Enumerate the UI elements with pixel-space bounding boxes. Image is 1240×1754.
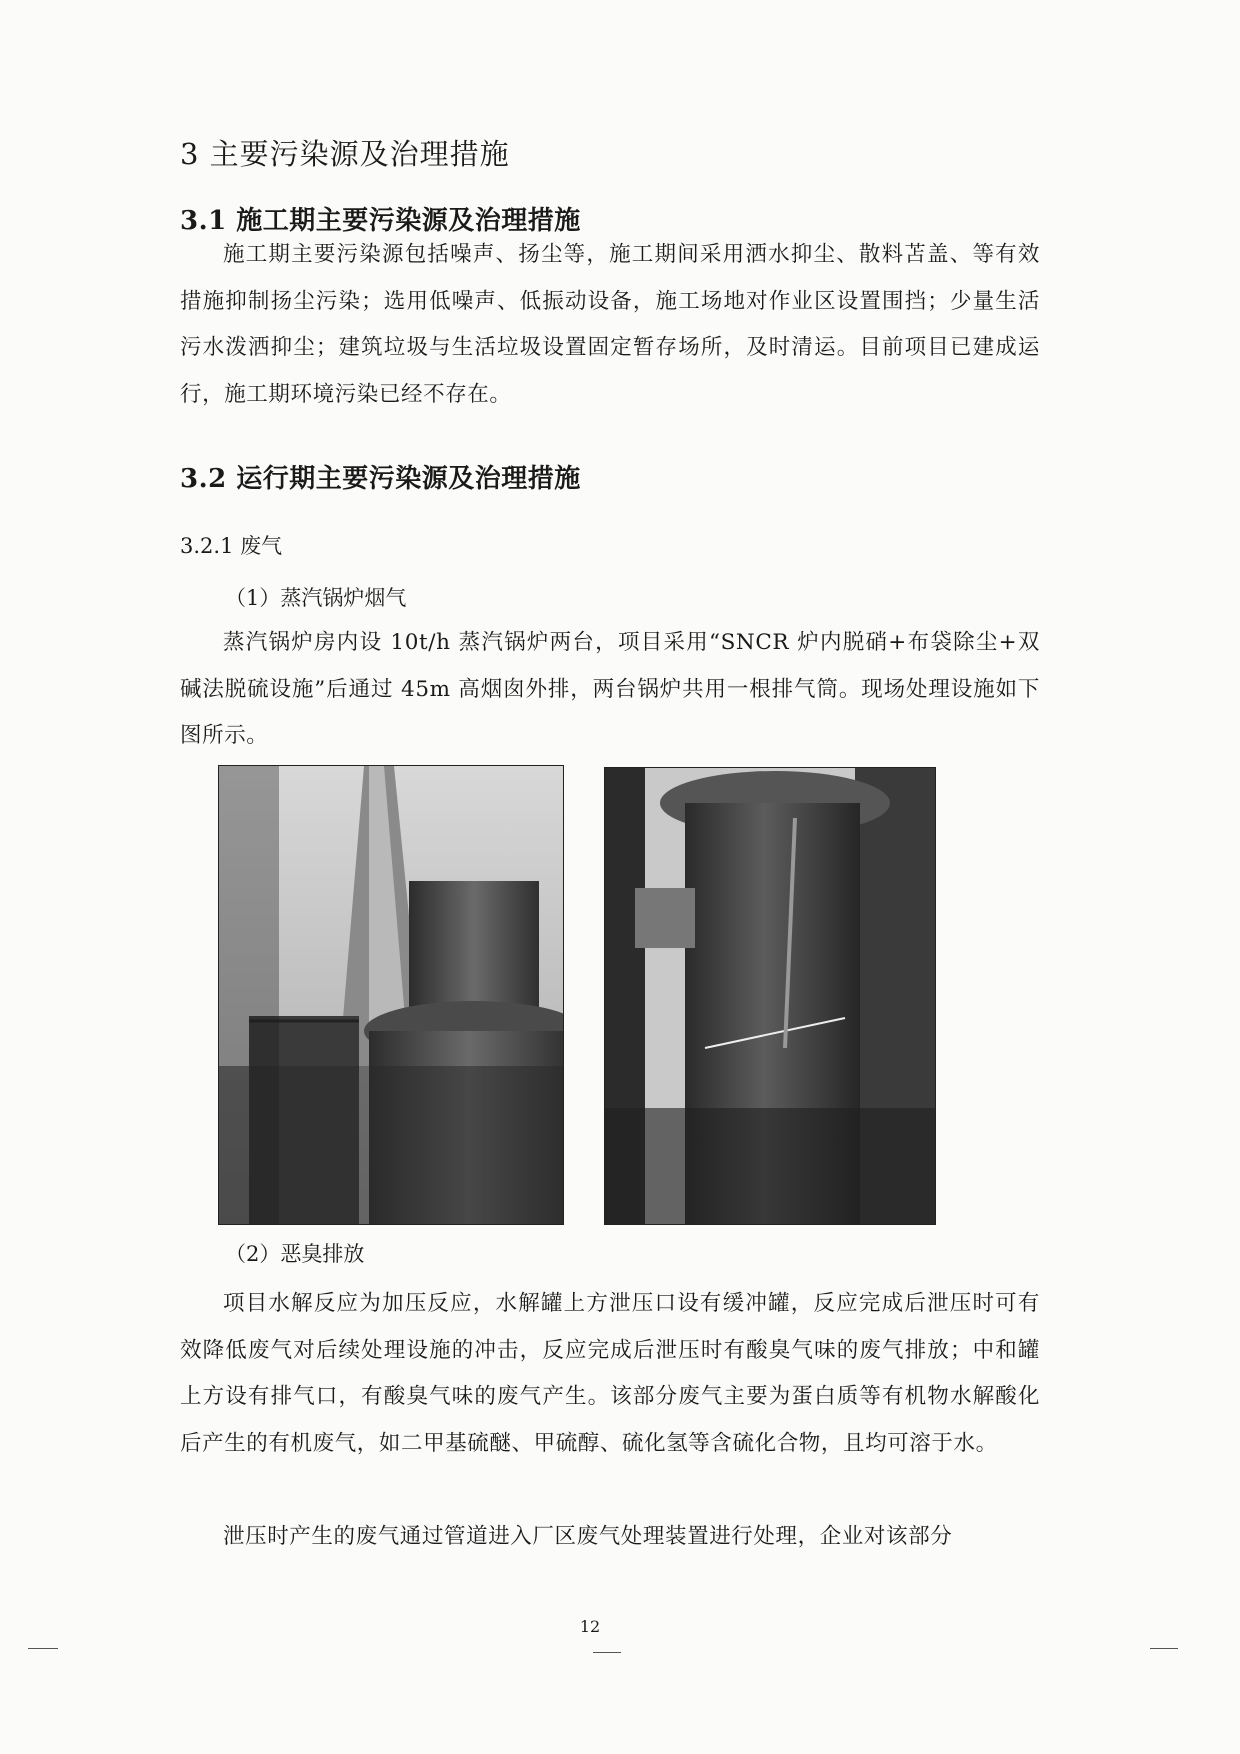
treatment-paragraph: 泄压时产生的废气通过管道进入厂区废气处理装置进行处理，企业对该部分 bbox=[223, 1524, 953, 1549]
scan-mark bbox=[593, 1652, 621, 1653]
photo-chimney bbox=[218, 765, 564, 1225]
section-heading: 3 主要污染源及治理措施 bbox=[180, 137, 510, 171]
odor-paragraph: 项目水解反应为加压反应，水解罐上方泄压口设有缓冲罐，反应完成后泄压时可有效降低废气对后续处理设施的冲击，反应完成后泄压时有酸臭气味的废气排放；中和罐上方设有排气口，有酸臭气味的废气产生。该部分废气主要为蛋白质等有机物水解酸化后产生的有机废气，如二甲基硫醚、甲硫醇、硫化氢等含硫化合物，且均可溶于水。 bbox=[180, 1291, 1040, 1456]
scan-mark bbox=[28, 1648, 58, 1649]
photo-desulfurization-tower bbox=[604, 767, 936, 1225]
subsection-heading-operation: 3.2 运行期主要污染源及治理措施 bbox=[180, 464, 581, 494]
construction-paragraph: 施工期主要污染源包括噪声、扬尘等，施工期间采用洒水抑尘、散料苫盖、等有效措施抑制扬尘污染；选用低噪声、低振动设备，施工场地对作业区设置围挡；少量生活污水泼洒抑尘；建筑垃圾与生活垃圾设置固定暂存场所，及时清运。目前项目已建成运行，施工期环境污染已经不存在。 bbox=[180, 242, 1040, 407]
scan-mark bbox=[1150, 1648, 1178, 1649]
boiler-paragraph: 蒸汽锅炉房内设 10t/h 蒸汽锅炉两台，项目采用“SNCR 炉内脱硝+布袋除尘+双碱法脱硫设施”后通过 45m 高烟囱外排，两台锅炉共用一根排气筒。现场处理设施如下图所示。 bbox=[180, 630, 1040, 748]
item-odor-emission: （2）恶臭排放 bbox=[225, 1242, 365, 1266]
item-boiler-flue-gas: （1）蒸汽锅炉烟气 bbox=[225, 586, 407, 610]
subsection-heading-construction: 3.1 施工期主要污染源及治理措施 bbox=[180, 206, 581, 236]
subheading-exhaust-gas: 3.2.1 废气 bbox=[180, 534, 283, 558]
photo-desulfurization-tower-image bbox=[605, 768, 935, 1224]
photo-chimney-image bbox=[219, 766, 563, 1224]
page-number: 12 bbox=[579, 1617, 601, 1636]
